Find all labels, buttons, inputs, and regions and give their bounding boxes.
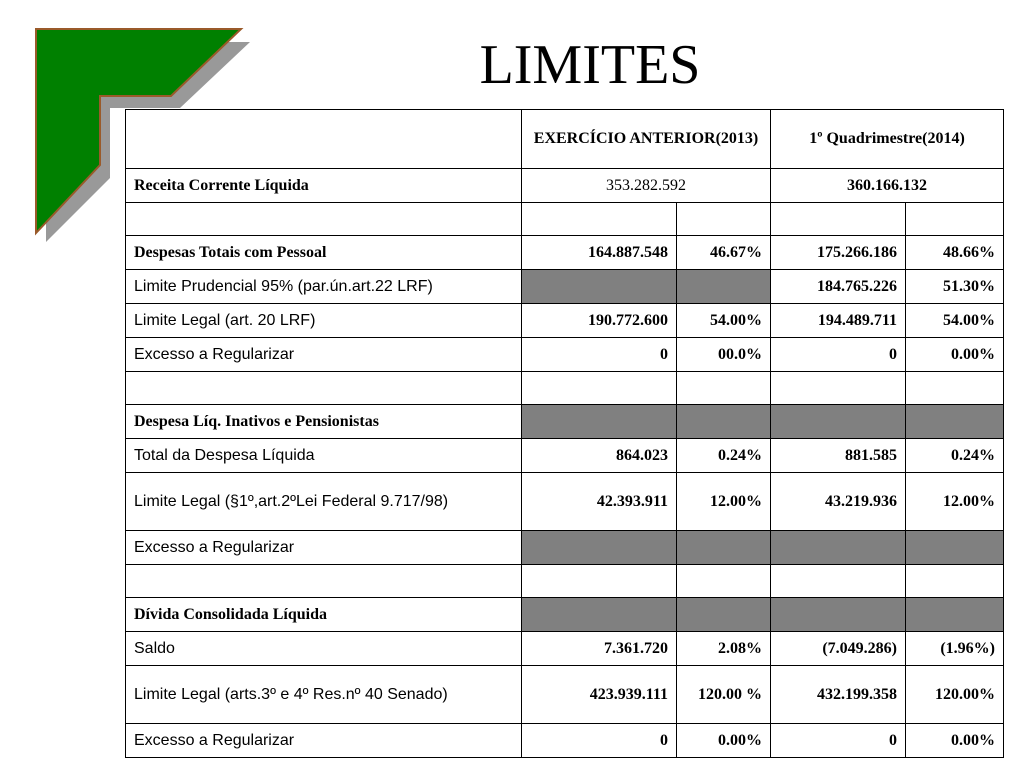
cell-pct: 12.00% bbox=[677, 473, 771, 531]
page-title: LIMITES bbox=[479, 34, 701, 96]
cell-pct: 48.66% bbox=[906, 236, 1004, 270]
grey-cell bbox=[522, 270, 677, 304]
grey-cell bbox=[906, 405, 1004, 439]
row-label-limite-legal-inativos: Limite Legal (§1º,art.2ºLei Federal 9.717/98) bbox=[126, 473, 522, 531]
cell-pct: (1.96%) bbox=[906, 632, 1004, 666]
receita-anterior-value: 353.282.592 bbox=[522, 169, 771, 203]
cell-value: (7.049.286) bbox=[771, 632, 906, 666]
cell-pct: 0.00% bbox=[906, 724, 1004, 758]
row-label-inativos: Despesa Líq. Inativos e Pensionistas bbox=[126, 405, 522, 439]
row-label-prudencial: Limite Prudencial 95% (par.ún.art.22 LRF) bbox=[126, 270, 522, 304]
cell-pct: 0.00% bbox=[677, 724, 771, 758]
grey-cell bbox=[771, 531, 906, 565]
row-label-excesso: Excesso a Regularizar bbox=[126, 338, 522, 372]
header-empty-cell bbox=[126, 110, 522, 169]
table-row bbox=[126, 598, 1004, 632]
spacer-row bbox=[126, 372, 1004, 405]
cell-value: 0 bbox=[771, 338, 906, 372]
cell-pct: 54.00% bbox=[677, 304, 771, 338]
grey-cell bbox=[906, 531, 1004, 565]
grey-cell bbox=[677, 598, 771, 632]
cell-value: 0 bbox=[522, 338, 677, 372]
limits-table bbox=[125, 109, 1004, 758]
cell-value: 0 bbox=[522, 724, 677, 758]
cell-pct: 2.08% bbox=[677, 632, 771, 666]
grey-cell bbox=[677, 531, 771, 565]
cell-value: 7.361.720 bbox=[522, 632, 677, 666]
cell-pct: 51.30% bbox=[906, 270, 1004, 304]
cell-pct: 00.0% bbox=[677, 338, 771, 372]
cell-pct: 0.24% bbox=[906, 439, 1004, 473]
cell-value: 190.772.600 bbox=[522, 304, 677, 338]
cell-pct: 0.24% bbox=[677, 439, 771, 473]
row-label-receita: Receita Corrente Líquida bbox=[126, 169, 522, 203]
cell-value: 881.585 bbox=[771, 439, 906, 473]
cell-value: 42.393.911 bbox=[522, 473, 677, 531]
row-label-saldo: Saldo bbox=[126, 632, 522, 666]
row-label-limite-legal-divida: Limite Legal (arts.3º e 4º Res.nº 40 Senado) bbox=[126, 666, 522, 724]
cell-value: 864.023 bbox=[522, 439, 677, 473]
grey-cell bbox=[522, 405, 677, 439]
grey-cell bbox=[906, 598, 1004, 632]
cell-pct: 0.00% bbox=[906, 338, 1004, 372]
grey-cell bbox=[677, 405, 771, 439]
cell-value: 432.199.358 bbox=[771, 666, 906, 724]
table-row bbox=[126, 666, 1004, 724]
table-row bbox=[126, 405, 1004, 439]
grey-cell bbox=[771, 598, 906, 632]
table-header-row bbox=[126, 110, 1004, 169]
row-label-divida: Dívida Consolidada Líquida bbox=[126, 598, 522, 632]
grey-cell bbox=[771, 405, 906, 439]
table-row bbox=[126, 473, 1004, 531]
row-label-total-despesa: Total da Despesa Líquida bbox=[126, 439, 522, 473]
receita-quadrimestre-value: 360.166.132 bbox=[771, 169, 1004, 203]
grey-cell bbox=[522, 598, 677, 632]
cell-pct: 120.00 % bbox=[677, 666, 771, 724]
cell-pct: 12.00% bbox=[906, 473, 1004, 531]
table-row bbox=[126, 270, 1004, 304]
cell-value: 423.939.111 bbox=[522, 666, 677, 724]
cell-pct: 120.00% bbox=[906, 666, 1004, 724]
cell-value: 0 bbox=[771, 724, 906, 758]
cell-value: 194.489.711 bbox=[771, 304, 906, 338]
cell-value: 164.887.548 bbox=[522, 236, 677, 270]
table-row bbox=[126, 338, 1004, 372]
cell-value: 184.765.226 bbox=[771, 270, 906, 304]
cell-pct: 46.67% bbox=[677, 236, 771, 270]
row-label-pessoal: Despesas Totais com Pessoal bbox=[126, 236, 522, 270]
table-row bbox=[126, 531, 1004, 565]
cell-value: 43.219.936 bbox=[771, 473, 906, 531]
table-row bbox=[126, 236, 1004, 270]
cell-pct: 54.00% bbox=[906, 304, 1004, 338]
spacer-row bbox=[126, 203, 1004, 236]
grey-cell bbox=[522, 531, 677, 565]
table-row bbox=[126, 632, 1004, 666]
table-row bbox=[126, 304, 1004, 338]
table-row bbox=[126, 724, 1004, 758]
header-exercicio-anterior: EXERCÍCIO ANTERIOR(2013) bbox=[522, 110, 771, 169]
table-row bbox=[126, 169, 1004, 203]
spacer-row bbox=[126, 565, 1004, 598]
row-label-limite-legal: Limite Legal (art. 20 LRF) bbox=[126, 304, 522, 338]
row-label-excesso-inativos: Excesso a Regularizar bbox=[126, 531, 522, 565]
table-row bbox=[126, 439, 1004, 473]
row-label-excesso-divida: Excesso a Regularizar bbox=[126, 724, 522, 758]
cell-value: 175.266.186 bbox=[771, 236, 906, 270]
header-quadrimestre: 1º Quadrimestre(2014) bbox=[771, 110, 1004, 169]
grey-cell bbox=[677, 270, 771, 304]
